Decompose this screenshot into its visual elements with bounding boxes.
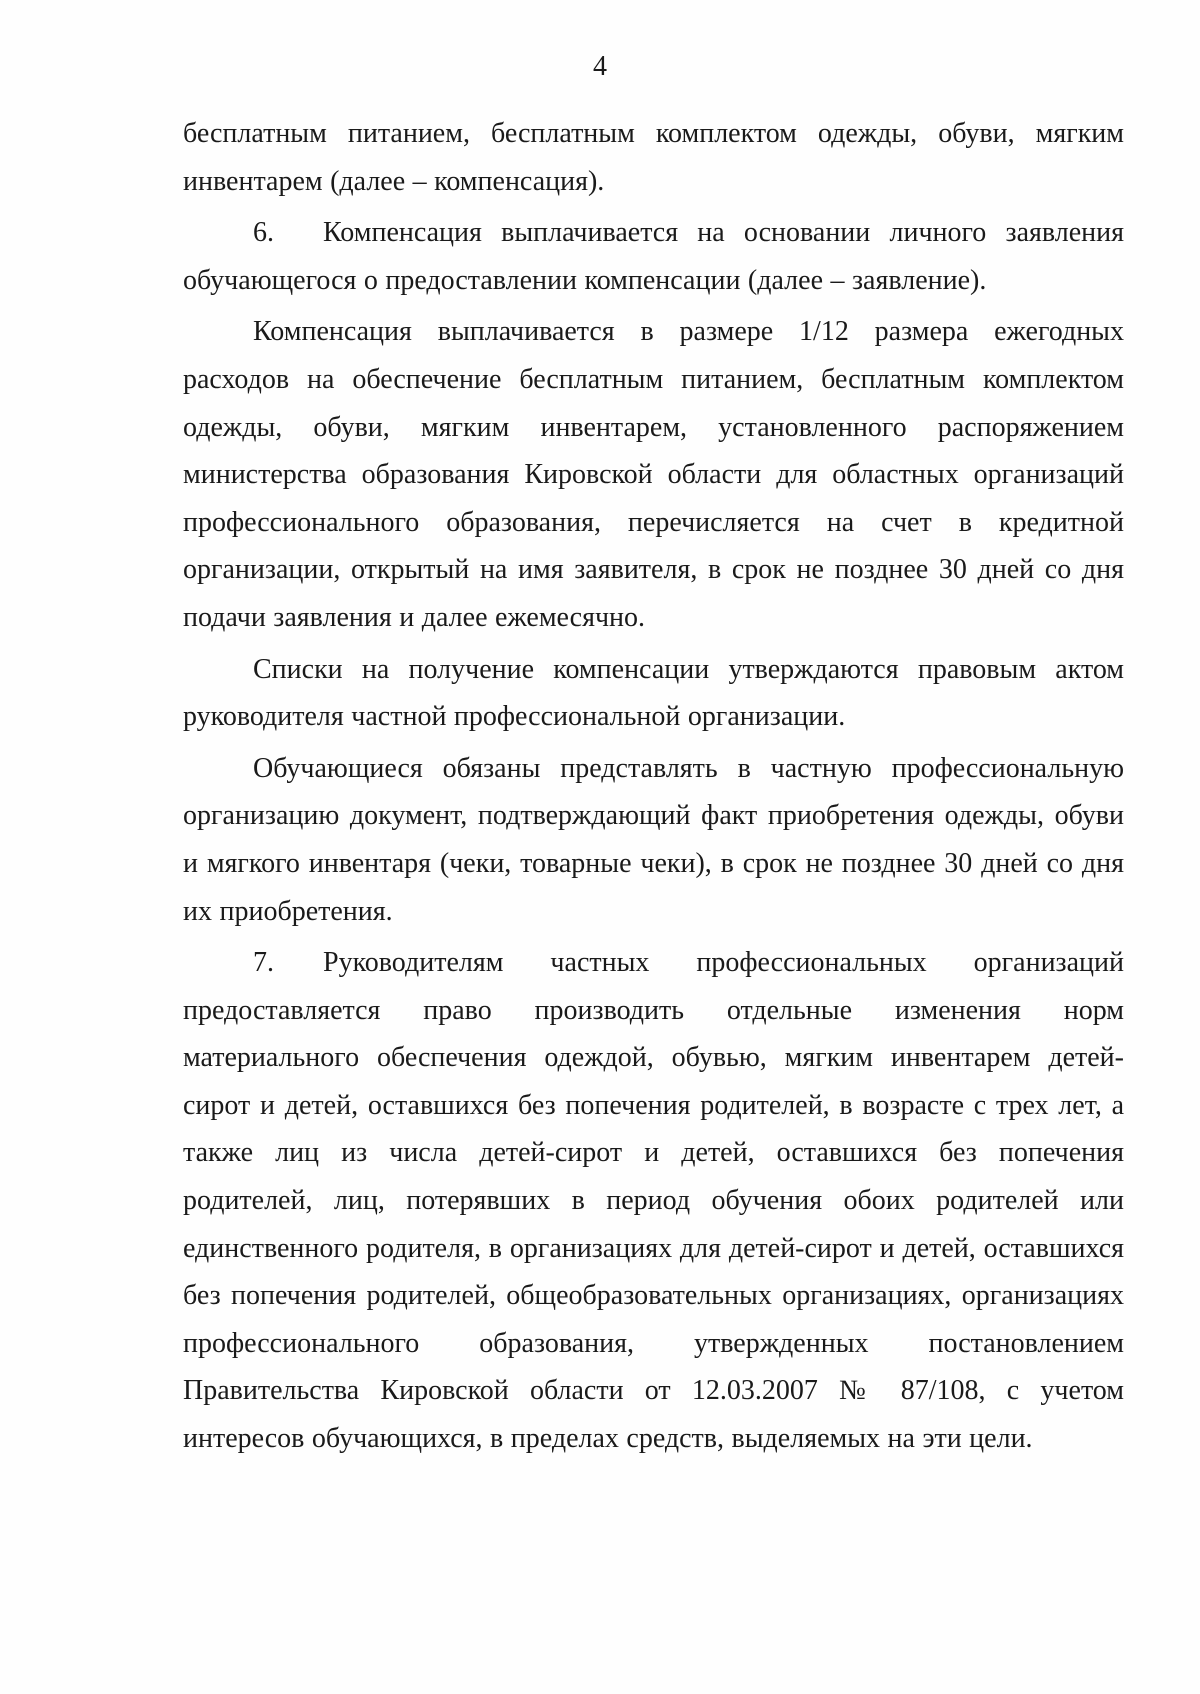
paragraph-item-6 (183, 209, 1124, 304)
item-6-text: Компенсация выплачивается на основании личного заявления обучающегося о предоставлении компенсации (далее – заявление). (183, 217, 1124, 296)
page-number: 4 (593, 51, 607, 82)
item-7-text: Руководителям частных профессиональных организаций предоставляется право производить отдельные изменения норм материального обеспечения одеждой, обувью, мягким инвентарем детей-сирот и детей, оставшихся без попечения родителей, в возрасте с трех лет, а также лиц из числа детей-сирот и детей, оставшихся без попечения родителей, лиц, потерявших в период обучения обоих родителей или единственного родителя, в организациях для детей-сирот и детей, оставшихся без попечения родителей, общеобразовательных организациях, организациях профессионального образования, утвержденных постановлением Правительства Кировской области от 12.03.2007 № 87/108, с учетом интересов обучающихся, в пределах средств, выделяемых на эти цели. (183, 947, 1124, 1455)
document-body (183, 110, 1124, 1463)
paragraph-compensation-amount: Компенсация выплачивается в размере 1/12 размера ежегодных расходов на обеспечение бесплатным питанием, бесплатным комплектом одежды, обуви, мягким инвентарем, установленного распоряжением министерства образования Кировской области для областных организаций профессионального образования, перечисляется на счет в кредитной организации, открытый на имя заявителя, в срок не позднее 30 дней со дня подачи заявления и далее ежемесячно. (183, 316, 1124, 633)
paragraph-student-obligations: Обучающиеся обязаны представлять в частную профессиональную организацию документ, подтверждающий факт приобретения одежды, обуви и мягкого инвентаря (чеки, товарные чеки), в срок не позднее 30 дней со дня их приобретения. (183, 752, 1124, 927)
paragraph-compensation-lists: Списки на получение компенсации утверждаются правовым актом руководителя частной профессиональной организации. (183, 653, 1124, 733)
paragraph-item-7 (183, 939, 1124, 1463)
paragraph-continuation: бесплатным питанием, бесплатным комплектом одежды, обуви, мягким инвентарем (далее – компенсация). (183, 118, 1124, 197)
item-number-7: 7. (253, 947, 274, 979)
item-number-6: 6. (253, 217, 274, 249)
